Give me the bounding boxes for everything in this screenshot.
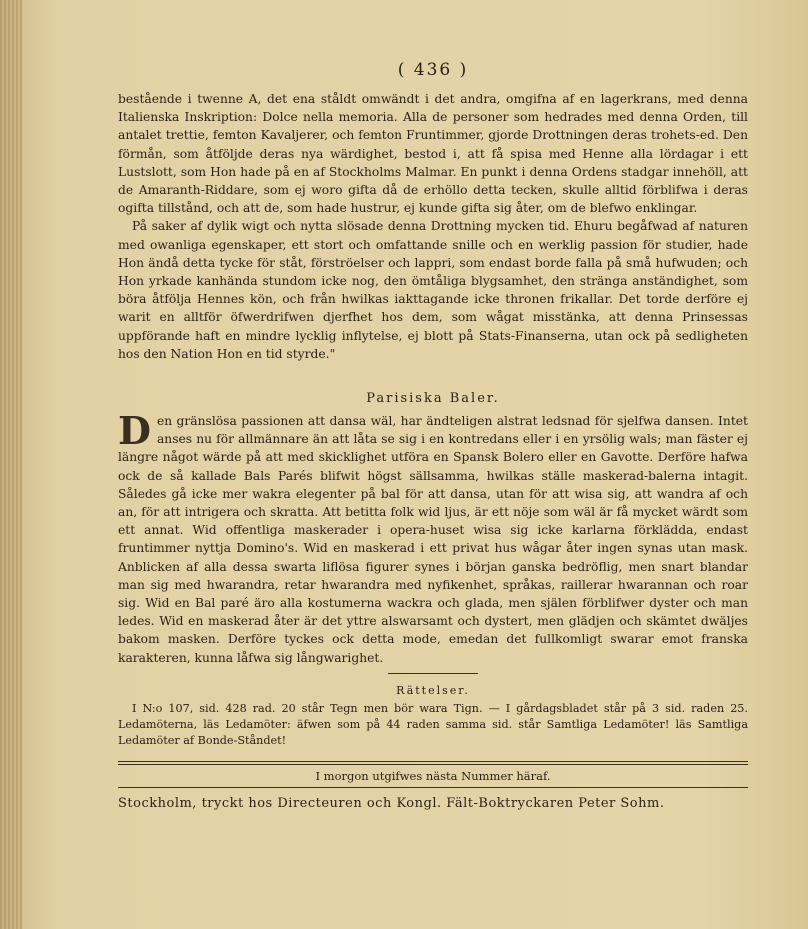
next-issue-notice: I morgon utgifwes nästa Nummer häraf. [315,768,551,783]
section-heading: Parisiska Baler. [366,391,500,407]
corrections-heading: Rättelser. [396,683,470,697]
rule [118,787,748,788]
paragraph-2: På saker af dylik wigt och nytta slösade denna Drottning mycken tid. Ehuru begåfwad af naturen med owanliga egenskaper, ett stort och omfattande snille och en werklig passion för studier, hade Hon ändå detta tycke för ståt, förströelser och lappri, som endast borde falla på små hufwuden; och Hon yrkade kanhända stundom icke nog, den ömtåliga blygsamhet, den stränga anständighet, som böra åtfölja Hennes kön, och från hwilkas iakttagande icke thronen frikallar. Det torde derföre ej warit en alltför öfwerdrifwen djerfhet hos dem, som wågat misstänka, att denna Prinsessas uppförande haft en mindre lycklig inflytelse, ej blott på Stats-Finanserna, utan ock på sedligheten hos den Nation Hon en tid styrde." [118,219,748,361]
drop-cap: D [118,408,151,454]
page-number: ( 436 ) [397,60,469,80]
section-paragraph [118,408,748,667]
page-content [118,60,748,811]
paragraph-1: bestående i twenne A, det ena ståldt omwändt i det andra, omgifna af en lagerkrans, med denna Italienska Inskription: Dolce nella memoria. Alla de personer som hedrades med denna Orden, till antalet trettie, femton Kavaljerer, och femton Fruntimmer, gjorde Drottningen deras trohets-ed. Den förmån, som åtföljde deras nya wärdighet, bestod i, att få spisa med Henne alla lördagar i ett Lustslott, som Hon hade på en af Stockholms Malmar. En punkt i denna Ordens stadgar innehöll, att de Amaranth-Riddare, som ej woro gifta då de erhöllo detta tecken, skulle alltid förblifwa i deras ogifta tillstånd, och att de, som hade hustrur, ej kunde gifta sig åter, om de blefwo enklingar. [118,92,748,216]
corrections-text: I N:o 107, sid. 428 rad. 20 står Tegn men bör wara Tign. — I gårdagsbladet står på 3 sid. raden 25. Ledamöterna, läs Ledamöter: äfwen som på 44 raden samma sid. står Samtliga Ledamöter! läs Samtliga Ledamöter af Bonde-Ståndet! [118,701,748,747]
double-rule [118,761,748,765]
printer-imprint: Stockholm, tryckt hos Directeuren och Kongl. Fält-Boktryckaren Peter Sohm. [118,795,665,811]
section-text: en gränslösa passionen att dansa wäl, har ändteligen alstrat ledsnad för sjelfwa dansen. Intet anses nu för allmännare än att låta se sig i en kontredans eller i en yrsölig wals; man fäster ej längre något wärde på att med skicklighet utföra en Spansk Bolero eller en Gavotte. Derföre hafwa ock de så kallade Bals Parés blifwit högst sällsamma, hwilkas ställe maskerad-balerna intagit. Således gå icke mer wakra elegenter på bal för att dansa, utan för att wisa sig, att wandra af och an, för att intrigera och skratta. Att betitta folk wid ljus, är ett nöje som wäl är få mycket wärdt som ett annat. Wid offentliga maskerader i opera-huset wisa sig icke karlarna förklädda, endast fruntimmer nyttja Domino's. Wid en maskerad i ett privat hus wågar åter ingen synas utan mask. Anblicken af alla dessa swarta liflösa figurer synes i början ganska bedröflig, men snart blandar man sig med hwarandra, retar hwarandra med nyfikenhet, språkas, raillerar hwarannan och roar sig. Wid en Bal paré äro alla kostumerna wackra och glada, men själen förblifwer dyster och man ledes. Wid en maskerad åter är det yttre alswarsamt och dystert, men glädjen och skämtet dwäljes bakom masken. Derföre tyckes ock detta mode, emedan det fullkomligt swarar emot franska karakteren, kunna låfwa sig långwarighet. [118,414,748,665]
page-edge [0,0,22,929]
divider [388,673,478,674]
